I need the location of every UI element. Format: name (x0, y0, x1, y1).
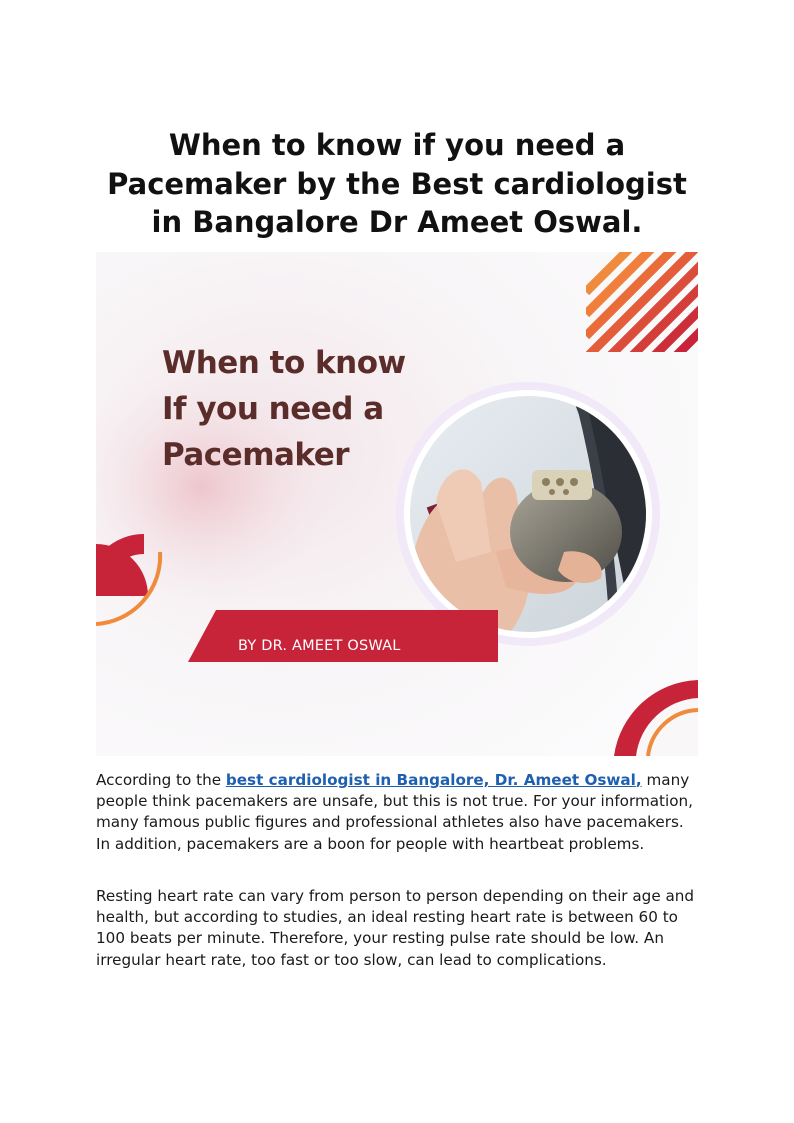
hero-image (96, 252, 698, 756)
hero-byline: BY DR. AMEET OSWAL (238, 638, 401, 654)
hero-heading-line: If you need a (162, 391, 384, 427)
hero-heading (162, 340, 406, 478)
cardiologist-link[interactable]: best cardiologist in Bangalore, Dr. Ameet Oswal (225, 771, 636, 789)
hero-graphic (96, 252, 698, 756)
hero-heading-line: When to know (162, 345, 406, 381)
hero-heading-line: Pacemaker (162, 437, 350, 473)
link-comma[interactable]: , (635, 771, 642, 789)
byline-banner (188, 610, 498, 662)
page-title: When to know if you need a Pacemaker by the Best cardiologist in Bangalore Dr Ameet Oswal. (107, 128, 687, 239)
paragraph-intro (96, 770, 700, 855)
paragraph-text: According to the (96, 771, 226, 789)
paragraph-heart-rate: Resting heart rate can vary from person to person depending on their age and health, but according to studies, an ideal resting heart rate is between 60 to 100 beats per minute. Therefore, your resting pulse rate should be low. An irregular heart rate, too fast or too slow, can lead to complications. (96, 887, 695, 969)
paragraph-text: many people think pacemakers are unsafe, but this is not true. For your information, many famous public figures and professional athletes also have pacemakers. In addition, pacemakers are a boon for people with heartbeat problems. (96, 771, 693, 853)
